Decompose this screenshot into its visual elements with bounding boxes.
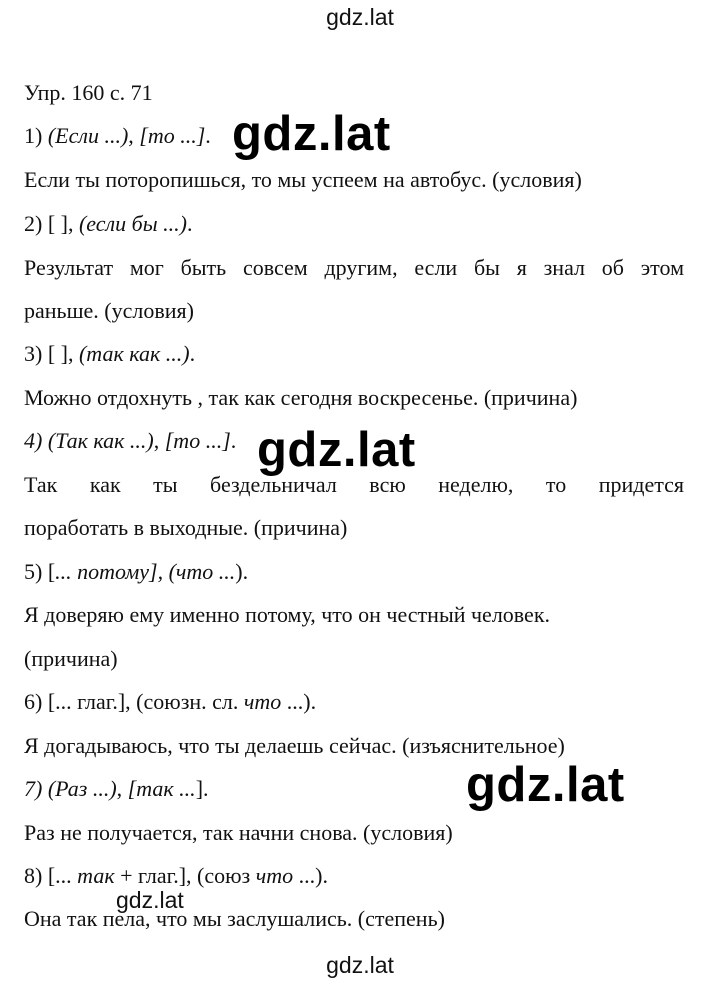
scheme-5: 5) [... потому], (что ...). <box>24 559 249 584</box>
scheme-2: 2) [ ], (если бы ...). <box>24 211 193 236</box>
scheme-4: 4) (Так как ...), [то ...]. <box>24 428 237 453</box>
example-5-line-2: (причина) <box>24 646 118 671</box>
example-6: Я догадываюсь, что ты делаешь сейчас. (изъяснительное) <box>24 733 565 758</box>
scheme-1: 1) (Если ...), [то ...]. <box>24 123 211 148</box>
example-5-line-1: Я доверяю ему именно потому, что он честный человек. <box>24 602 551 627</box>
watermark-large-3: gdz.lat <box>466 758 625 812</box>
example-2-line-2: раньше. (условия) <box>24 298 194 323</box>
example-2-line-1: Результат мог быть совсем другим, если бы я знал об этом <box>24 255 684 280</box>
watermark-small: gdz.lat <box>116 887 184 913</box>
scheme-8: 8) [... так + глаг.], (союз что ...). <box>24 863 328 888</box>
watermark-large-1: gdz.lat <box>232 107 391 161</box>
example-8: Она так пела, что мы заслушались. (степень) <box>24 906 445 931</box>
example-4-line-2: поработать в выходные. (причина) <box>24 515 348 540</box>
watermark-top: gdz.lat <box>326 4 394 30</box>
example-4-line-1: Так как ты бездельничал всю неделю, то придется <box>24 472 684 497</box>
example-1: Если ты поторопишься, то мы успеем на автобус. (условия) <box>24 167 582 192</box>
scheme-3: 3) [ ], (так как ...). <box>24 341 196 366</box>
scheme-7: 7) (Раз ...), [так ...]. <box>24 776 209 801</box>
scheme-6: 6) [... глаг.], (союзн. сл. что ...). <box>24 689 317 714</box>
watermark-large-2: gdz.lat <box>257 423 416 477</box>
example-7: Раз не получается, так начни снова. (условия) <box>24 820 453 845</box>
watermark-bottom: gdz.lat <box>326 952 394 978</box>
exercise-heading: Упр. 160 с. 71 <box>24 80 153 105</box>
example-3: Можно отдохнуть , так как сегодня воскресенье. (причина) <box>24 385 578 410</box>
